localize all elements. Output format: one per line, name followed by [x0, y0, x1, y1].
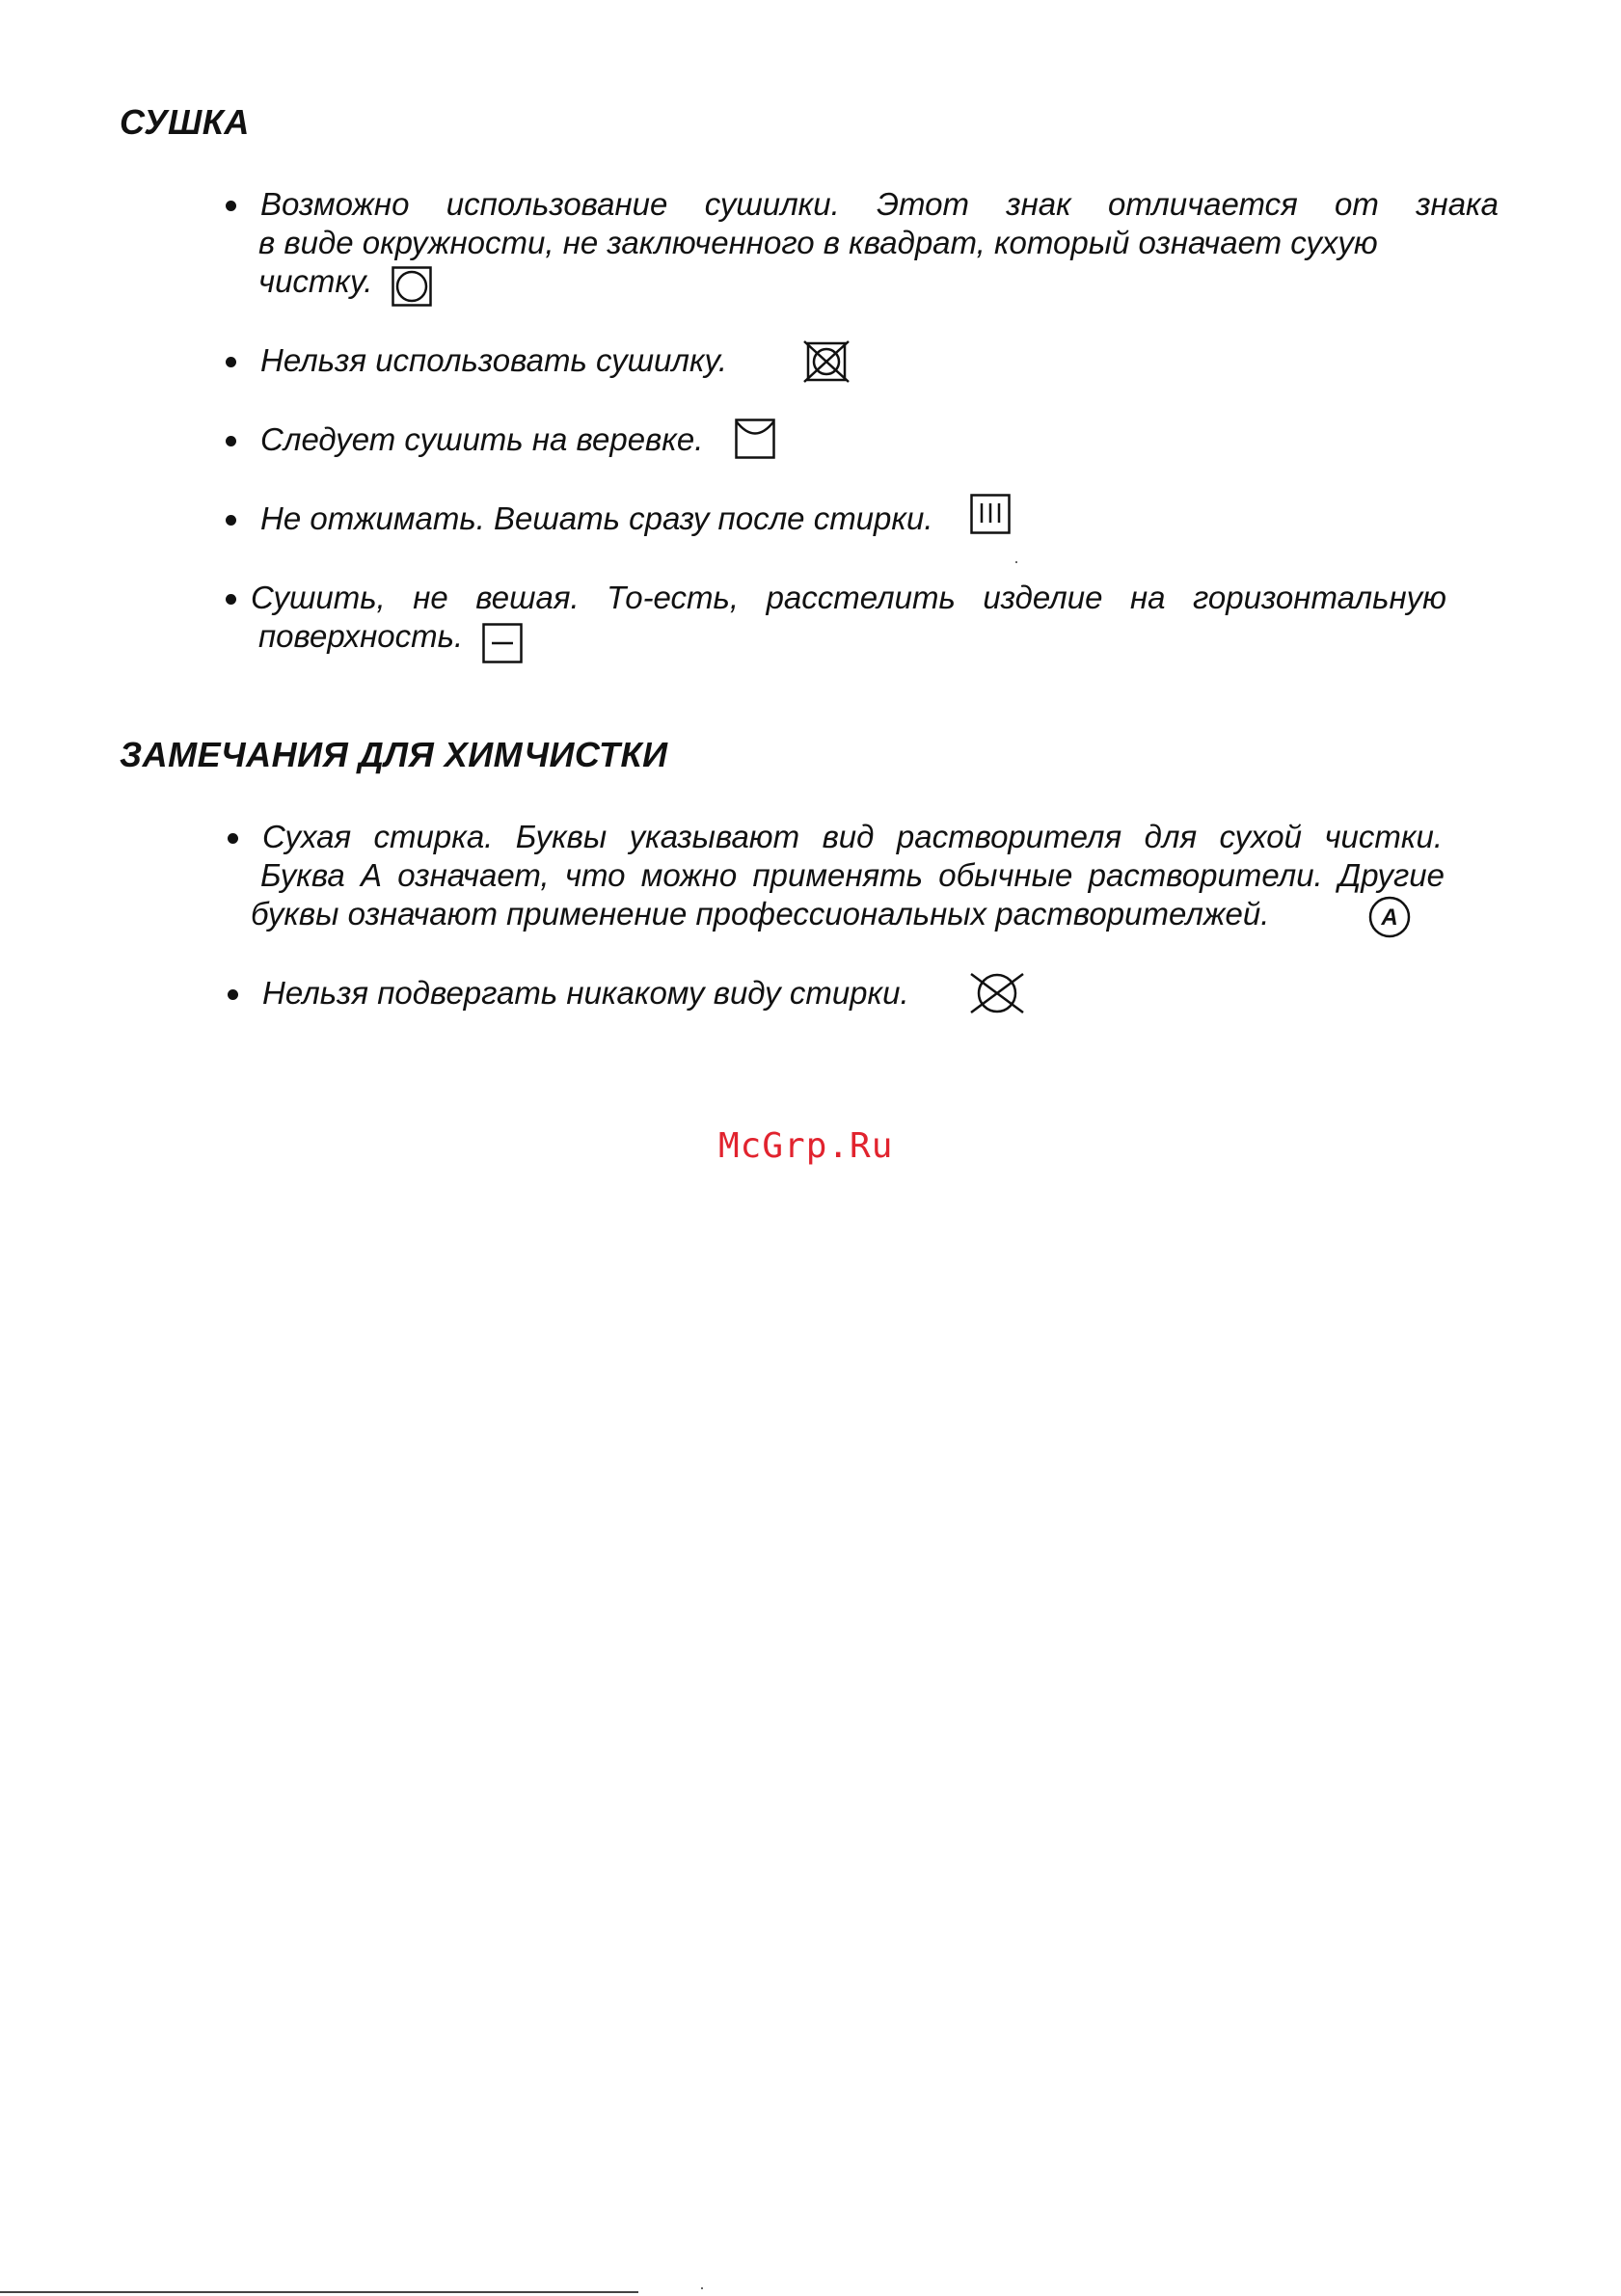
no-tumble-dry-icon — [802, 339, 851, 384]
bullet — [228, 833, 238, 844]
item-text-line: Нельзя подвергать никакому виду стирки. — [262, 975, 909, 1011]
item-text-line: буквы означают применение профессиональных растворителжей. — [251, 896, 1270, 932]
section-heading-dry-cleaning: ЗАМЕЧАНИЯ ДЛЯ ХИМЧИСТКИ — [120, 735, 668, 774]
item-text-line: поверхность. — [258, 618, 464, 654]
list-item — [226, 818, 1445, 943]
no-wash-icon — [968, 970, 1026, 1016]
bullet — [226, 357, 236, 367]
list-item — [224, 500, 1024, 542]
scan-speck — [701, 2287, 703, 2289]
watermark: McGrp.Ru — [718, 1126, 894, 1166]
bullet — [226, 515, 236, 526]
item-text-line: Буква А означает, что можно применять обычные растворители. Другие — [260, 857, 1445, 893]
item-text-line: чистку. — [258, 263, 373, 299]
line-dry-icon — [735, 419, 775, 459]
scan-speck — [1015, 561, 1017, 563]
tumble-dry-icon — [392, 266, 432, 307]
bullet — [228, 989, 238, 1000]
bullet — [226, 201, 236, 211]
bullet — [226, 436, 236, 446]
item-text-line: Нельзя использовать сушилку. — [260, 342, 728, 378]
item-text-line: Не отжимать. Вешать сразу после стирки. — [260, 500, 933, 536]
list-item — [224, 420, 841, 463]
list-item — [224, 341, 899, 384]
item-text-line: Сушить, не вешая. То-есть, расстелить изделие на горизонтальную — [251, 580, 1446, 615]
list-item — [224, 579, 1448, 665]
footer-divider — [0, 2291, 638, 2293]
list-item — [226, 974, 1036, 1018]
bullet — [226, 594, 236, 605]
dry-flat-icon — [482, 623, 523, 663]
list-item — [224, 185, 1499, 311]
dry-clean-letter: A — [1381, 905, 1398, 931]
item-text-line: Следует сушить на веревке. — [260, 421, 704, 457]
item-text-line: Возможно использование сушилки. Этот знак отличается от знака — [260, 186, 1499, 222]
dry-clean-a-icon — [1367, 895, 1412, 939]
item-text-line: в виде окружности, не заключенного в квадрат, который означает сухую — [258, 225, 1378, 260]
section-heading-drying: СУШКА — [120, 102, 250, 142]
drip-dry-icon — [970, 494, 1011, 534]
item-text-line: Сухая стирка. Буквы указывают вид растворителя для сухой чистки. — [262, 819, 1443, 854]
